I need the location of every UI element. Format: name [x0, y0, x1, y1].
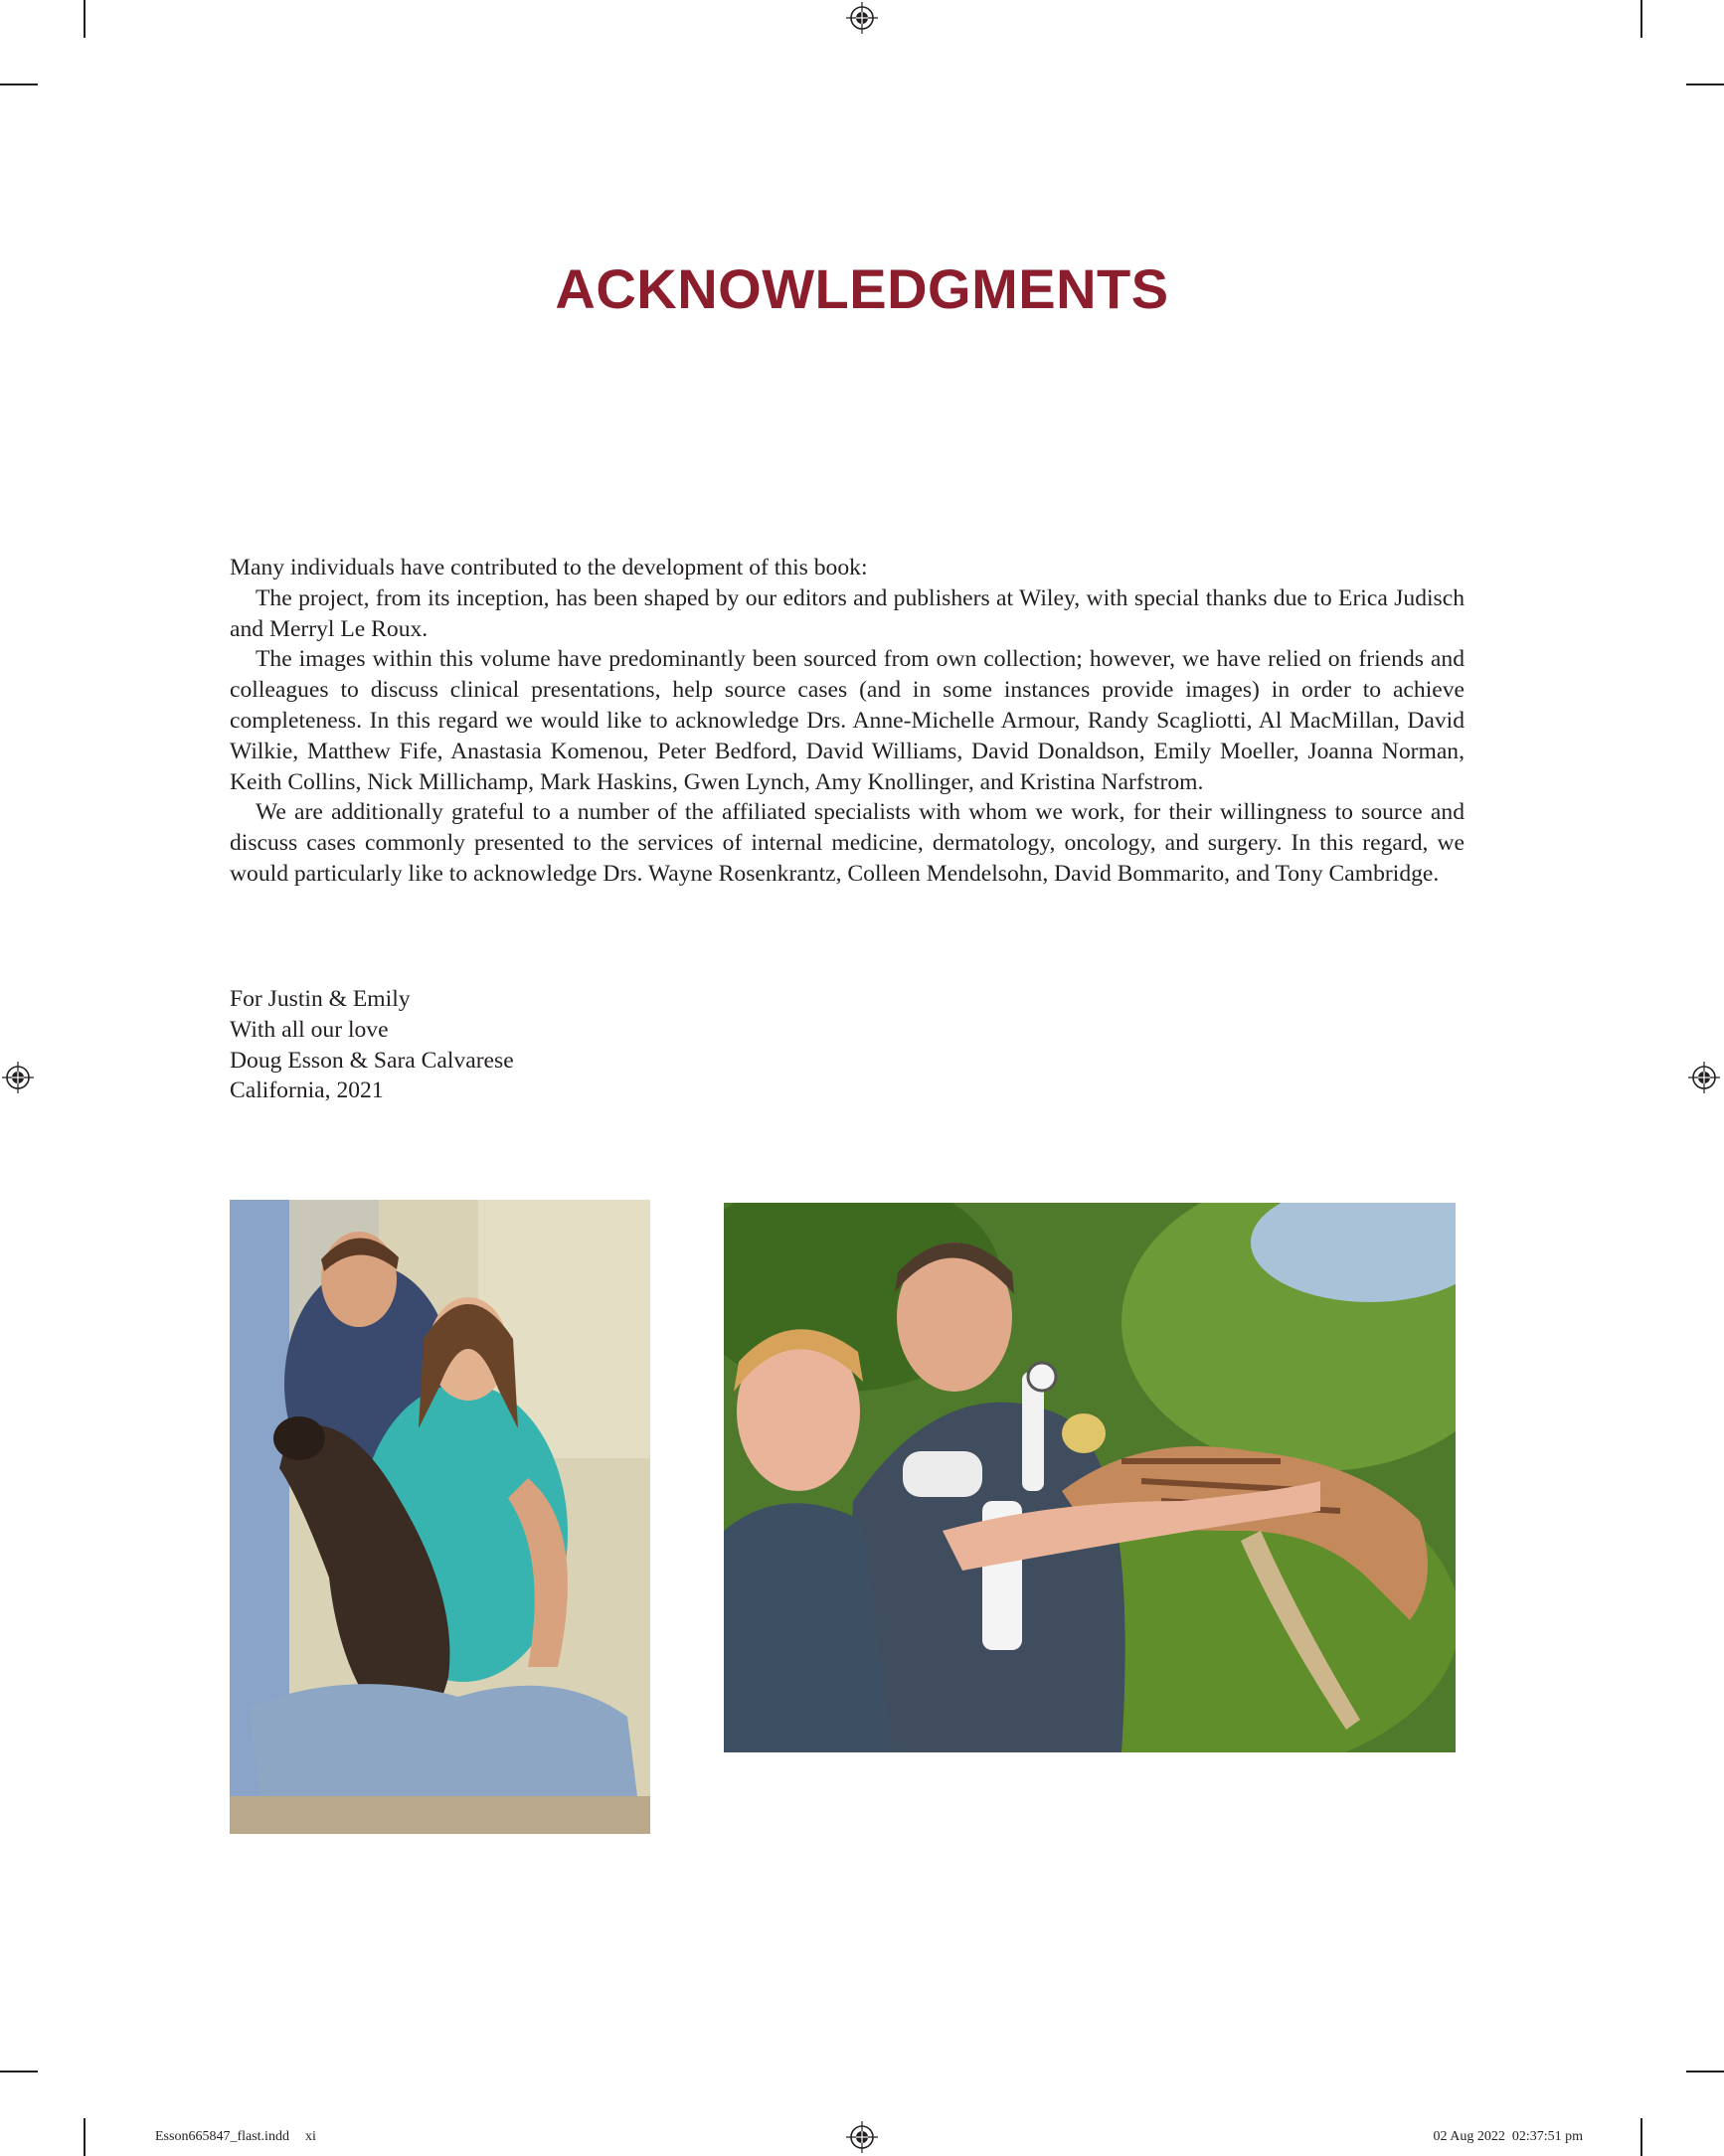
crop-mark-top-left-vertical: [84, 0, 86, 38]
slug-file-info: [155, 2129, 316, 2145]
dedication-line: For Justin & Emily: [230, 986, 411, 1012]
slug-time: 02:37:51 pm: [1511, 2129, 1583, 2144]
paragraph-editors: The project, from its inception, has been shaped by our editors and publishers at Wiley, with special thanks due to Erica Judisch and Merryl Le Roux.: [230, 584, 1465, 642]
crop-mark-bottom-right-horizontal: [1686, 2071, 1724, 2073]
crop-mark-bottom-left-vertical: [84, 2118, 86, 2156]
crop-mark-top-right-horizontal: [1686, 83, 1724, 85]
photo-authors-with-lizard-and-instrument: [724, 1203, 1456, 1752]
slug-date: 02 Aug 2022: [1433, 2129, 1505, 2144]
paragraph-intro: Many individuals have contributed to the development of this book:: [230, 555, 868, 580]
crop-mark-top-right-vertical: [1640, 0, 1642, 38]
slug-file: Esson665847_flast.indd: [155, 2129, 289, 2144]
dedication-line: With all our love: [230, 1016, 389, 1043]
crop-mark-bottom-right-vertical: [1640, 2118, 1642, 2156]
page-title: ACKNOWLEDGMENTS: [555, 257, 1169, 320]
registration-mark-top-icon: [846, 2, 878, 34]
photo-authors-with-sea-lion: [230, 1200, 650, 1834]
dedication-line: California, 2021: [230, 1078, 384, 1104]
dedication-line: Doug Esson & Sara Calvarese: [230, 1047, 514, 1074]
crop-mark-top-left-horizontal: [0, 83, 38, 85]
paragraph-colleagues: The images within this volume have predominantly been sourced from own collection; however, we have relied on friends and colleagues to discuss clinical presentations, help source cases (and in some instances provide images) in order to achieve completeness. In this regard we would like to acknowledge Drs. Anne-Michelle Armour, Randy Scagliotti, Al MacMillan, David Wilkie, Matthew Fife, Anastasia Komenou, Peter Bedford, David Williams, David Donaldson, Emily Moeller, Joanna Norman, Keith Collins, Nick Millichamp, Mark Haskins, Gwen Lynch, Amy Knollinger, and Kristina Narfstrom.: [230, 646, 1465, 795]
paragraph-specialists: We are additionally grateful to a number of the affiliated specialists with whom we work, for their willingness to source and discuss cases commonly presented to the services of internal medicine, dermatology, oncology, and surgery. In this regard, we would particularly like to acknowledge Drs. Wayne Rosenkrantz, Colleen Mendelsohn, David Bommarito, and Tony Cambridge.: [230, 799, 1465, 887]
slug-timestamp: [1433, 2129, 1583, 2145]
dedication: [230, 984, 514, 1106]
registration-mark-right-icon: [1688, 1062, 1720, 1093]
registration-mark-left-icon: [2, 1062, 34, 1093]
acknowledgments-body: [230, 553, 1465, 890]
crop-mark-bottom-left-horizontal: [0, 2071, 38, 2073]
registration-mark-bottom-icon: [846, 2121, 878, 2153]
slug-page: xi: [304, 2129, 316, 2144]
